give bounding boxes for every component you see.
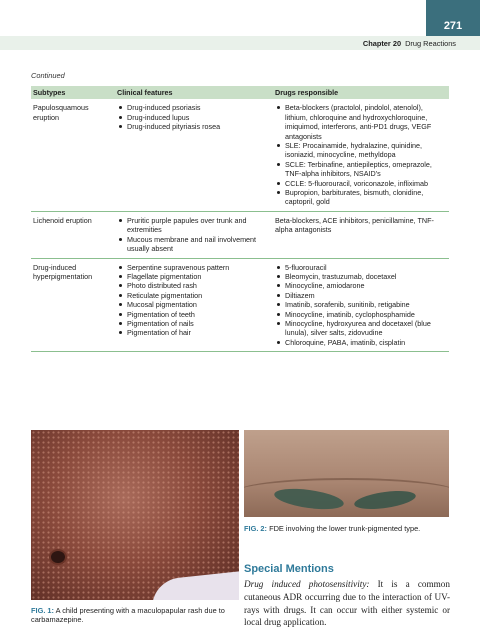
list-item: Drug-induced pityriasis rosea <box>117 122 269 131</box>
header-clinical-features: Clinical features <box>115 86 273 99</box>
chapter-number: Chapter 20 <box>362 38 402 48</box>
features-cell <box>115 211 273 258</box>
list-item: Drug-induced lupus <box>117 113 269 122</box>
figure-1-photo <box>31 430 239 600</box>
drug-reactions-table <box>31 86 449 352</box>
figure-1-caption-text: A child presenting with a maculopapular rash due to carbamazepine. <box>31 606 225 624</box>
list-item: Diltiazem <box>275 291 445 300</box>
list-item: Beta-blockers (practolol, pindolol, atenolol), lithium, chloroquine and hydroxychloroquine, imiquimod, interferons, anti-PD1 drugs, VEGF antagonists <box>275 103 445 141</box>
figure-2-caption-text: FDE involving the lower trunk-pigmented type. <box>269 524 421 533</box>
list-item: Photo distributed rash <box>117 281 269 290</box>
list-item: Minocycline, amiodarone <box>275 281 445 290</box>
header-subtypes: Subtypes <box>31 86 115 99</box>
list-item: Flagellate pigmentation <box>117 272 269 281</box>
special-mentions-text: It is a common cutaneous ADR occurring due to the interaction of UV-rays with drugs. It can occur with either systemic or local drug application. <box>244 579 450 628</box>
figure-2-photo <box>244 430 449 517</box>
figure-2-caption <box>244 524 454 533</box>
list-item: Bupropion, barbiturates, bismuth, clonidine, captopril, gold <box>275 188 445 207</box>
subtype-cell: Drug-induced hyperpigmentation <box>31 258 115 352</box>
list-item: SCLE: Terbinafine, antiepileptics, omeprazole, TNF-alpha inhibitors, NSAID’s <box>275 160 445 179</box>
list-item: Serpentine supravenous pattern <box>117 263 269 272</box>
list-item: SLE: Procainamide, hydralazine, quinidine, isoniazid, minocycline, methyldopa <box>275 141 445 160</box>
table-row <box>31 99 449 211</box>
list-item: Reticulate pigmentation <box>117 291 269 300</box>
features-cell <box>115 258 273 352</box>
list-item: Mucosal pigmentation <box>117 300 269 309</box>
table-header-row <box>31 86 449 99</box>
list-item: Pigmentation of nails <box>117 319 269 328</box>
running-head <box>363 36 456 50</box>
subtype-cell: Lichenoid eruption <box>31 211 115 258</box>
list-item: Minocycline, hydroxyurea and docetaxel (blue lunula), silver salts, zidovudine <box>275 319 445 338</box>
drugs-cell <box>273 258 449 352</box>
page-number: 271 <box>426 0 480 36</box>
header-drugs-responsible: Drugs responsible <box>273 86 449 99</box>
figure-2-label: FIG. 2: <box>244 524 267 533</box>
special-mentions-body <box>244 578 450 629</box>
list-item: Imatinib, sorafenib, sunitinib, retigabine <box>275 300 445 309</box>
list-item: Pruritic purple papules over trunk and extremities <box>117 216 269 235</box>
list-item: Bleomycin, trastuzumab, docetaxel <box>275 272 445 281</box>
list-item: CCLE: 5-fluorouracil, voriconazole, infliximab <box>275 179 445 188</box>
drugs-cell: Beta-blockers, ACE inhibitors, penicillamine, TNF-alpha antagonists <box>273 211 449 258</box>
list-item: Pigmentation of teeth <box>117 310 269 319</box>
table-row <box>31 211 449 258</box>
features-cell <box>115 99 273 211</box>
list-item: Drug-induced psoriasis <box>117 103 269 112</box>
navel <box>51 551 65 563</box>
list-item: Chloroquine, PABA, imatinib, cisplatin <box>275 338 445 347</box>
subtype-cell: Papulosquamous eruption <box>31 99 115 211</box>
special-mentions-heading: Special Mentions <box>244 563 334 575</box>
figure-1-label: FIG. 1: <box>31 606 54 615</box>
chapter-title: Drug Reactions <box>405 38 456 48</box>
continued-label: Continued <box>31 71 65 80</box>
figure-1-caption <box>31 606 243 624</box>
table-row <box>31 258 449 352</box>
list-item: Pigmentation of hair <box>117 328 269 337</box>
special-mentions-term: Drug induced photosensitivity: <box>244 579 370 589</box>
list-item: Mucous membrane and nail involvement usually absent <box>117 235 269 254</box>
list-item: 5-fluorouracil <box>275 263 445 272</box>
list-item: Minocycline, imatinib, cyclophosphamide <box>275 310 445 319</box>
drugs-cell <box>273 99 449 211</box>
